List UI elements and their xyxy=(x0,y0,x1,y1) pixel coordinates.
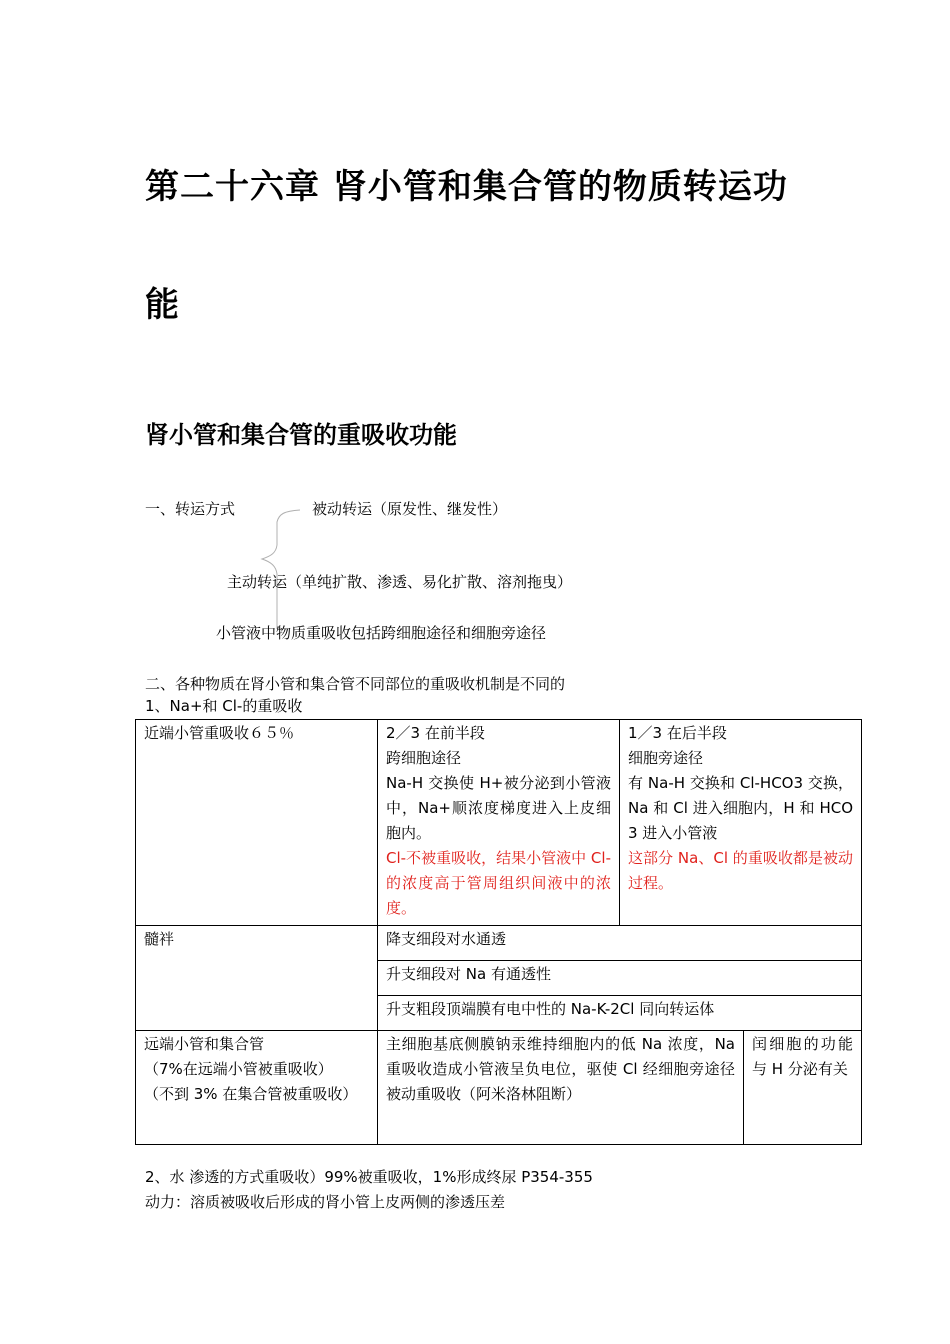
table-row-proximal xyxy=(136,720,862,926)
water-line1: 2、水 渗透的方式重吸收）99%被重吸收，1%形成终尿 P354-355 xyxy=(145,1168,593,1186)
front-head: 2／3 在前半段 xyxy=(386,724,485,742)
back-red-note: 这部分 Na、Cl 的重吸收都是被动过程。 xyxy=(628,849,854,892)
distal-side-text: 闰细胞的功能与 H 分泌有关 xyxy=(752,1035,854,1078)
loop-desc2: 升支细段对 Na 有通透性 xyxy=(386,965,551,983)
na-cl-heading: 1、Na+和 Cl-的重吸收 xyxy=(145,697,303,715)
cell-loop-desc1 xyxy=(378,926,862,961)
transport-label: 一、转运方式 xyxy=(145,500,236,518)
table-row-distal xyxy=(136,1031,862,1145)
distal-segment-l2: （7%在远端小管被重吸收） xyxy=(144,1060,333,1078)
cell-proximal-front xyxy=(378,720,620,926)
cell-distal-side xyxy=(744,1031,862,1145)
cell-proximal-segment xyxy=(136,720,378,926)
water-line2: 动力：溶质被吸收后形成的肾小管上皮两侧的渗透压差 xyxy=(145,1193,506,1211)
loop-segment-label: 髓袢 xyxy=(144,930,175,948)
cell-distal-segment xyxy=(136,1031,378,1145)
cell-distal-main xyxy=(378,1031,744,1145)
front-red-note: Cl-不被重吸收，结果小管液中 Cl-的浓度高于管周组织间液中的浓度。 xyxy=(386,849,611,917)
reabsorption-table xyxy=(135,719,862,1145)
chapter-title-line2: 能 xyxy=(145,285,180,325)
loop-desc1: 降支细段对水通透 xyxy=(386,930,507,948)
transport-passive: 被动转运（原发性、继发性） xyxy=(312,500,508,518)
chapter-title-line1: 第二十六章 肾小管和集合管的物质转运功 xyxy=(145,167,788,207)
distal-segment-l3: （不到 3% 在集合管被重吸收） xyxy=(144,1085,358,1103)
cell-loop-segment xyxy=(136,926,378,1031)
cell-proximal-back xyxy=(620,720,862,926)
part2-heading: 二、各种物质在肾小管和集合管不同部位的重吸收机制是不同的 xyxy=(145,675,566,693)
transport-active: 主动转运（单纯扩散、渗透、易化扩散、溶剂拖曳） xyxy=(227,573,573,591)
table-row-loop-1 xyxy=(136,926,862,961)
transport-note: 小管液中物质重吸收包括跨细胞途径和细胞旁途径 xyxy=(216,624,547,642)
section-heading: 肾小管和集合管的重吸收功能 xyxy=(145,421,457,449)
back-head: 1／3 在后半段 xyxy=(628,724,727,742)
cell-loop-desc2 xyxy=(378,961,862,996)
back-route: 细胞旁途径 xyxy=(628,749,704,767)
proximal-segment-label: 近端小管重吸收６５％ xyxy=(144,724,295,742)
front-route: 跨细胞途径 xyxy=(386,749,462,767)
loop-desc3: 升支粗段顶端膜有电中性的 Na-K-2Cl 同向转运体 xyxy=(386,1000,715,1018)
cell-loop-desc3 xyxy=(378,996,862,1031)
distal-main-text: 主细胞基底侧膜钠汞维持细胞内的低 Na 浓度，Na 重吸收造成小管液呈负电位，驱使 Cl 经细胞旁途径被动重吸收（阿米洛林阻断） xyxy=(386,1035,735,1103)
back-body: 有 Na-H 交换和 Cl-HCO3 交换，Na 和 Cl 进入细胞内，H 和 HCO3 进入小管液 xyxy=(628,774,854,842)
distal-segment-l1: 远端小管和集合管 xyxy=(144,1035,265,1053)
front-body: Na-H 交换使 H+被分泌到小管液中，Na+顺浓度梯度进入上皮细胞内。 xyxy=(386,774,611,842)
